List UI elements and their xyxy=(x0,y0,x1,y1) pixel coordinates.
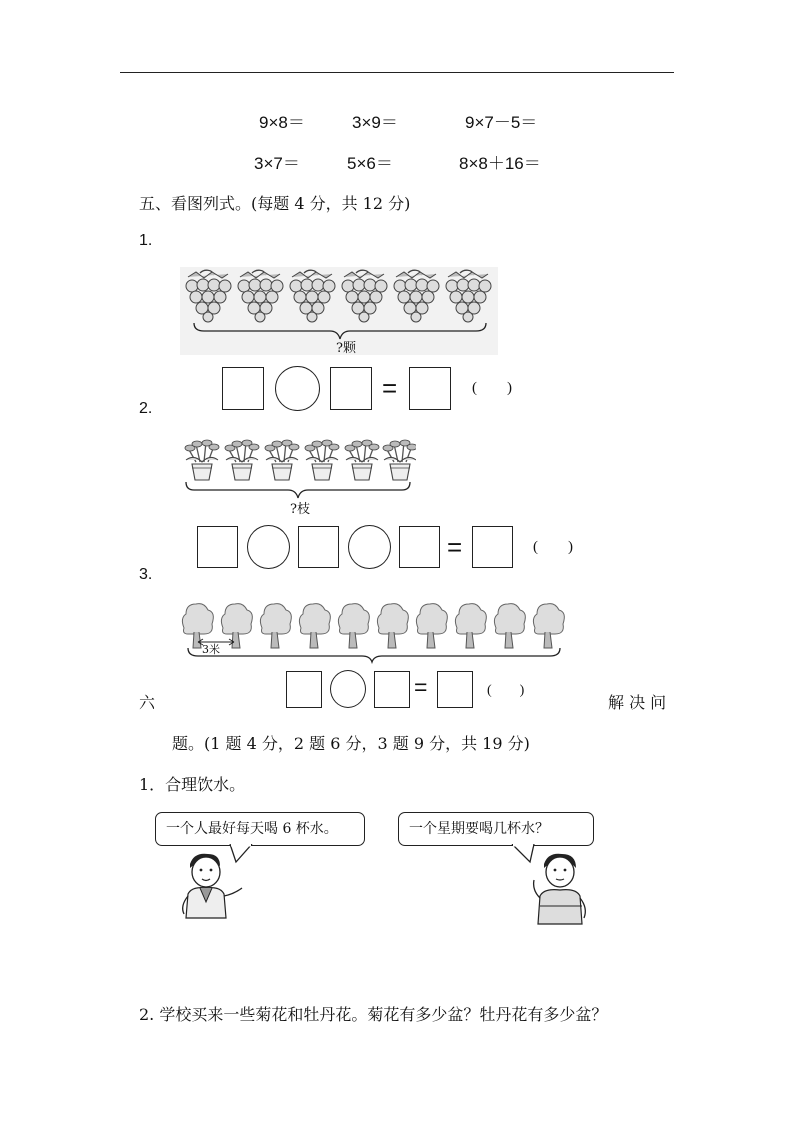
grape-cluster-icon xyxy=(186,270,231,322)
q3-number: 3. xyxy=(139,566,153,583)
operator-circle[interactable] xyxy=(275,366,320,411)
answer-box[interactable] xyxy=(286,671,322,708)
grape-cluster-icon xyxy=(290,270,335,322)
unit-paren[interactable]: ( ) xyxy=(533,539,573,555)
tree-icon xyxy=(221,604,252,648)
tree-icon xyxy=(416,604,447,648)
potted-flower-icon xyxy=(383,440,416,480)
potted-flower-icon xyxy=(225,440,259,480)
grapes-illustration xyxy=(180,267,498,355)
tree-icon xyxy=(533,604,564,648)
trees-svg xyxy=(176,598,568,664)
flowers-illustration xyxy=(180,438,416,518)
tree-icon xyxy=(455,604,486,648)
section6-heading-prefix: 六 xyxy=(139,693,156,712)
answer-box[interactable] xyxy=(409,367,451,410)
answer-box[interactable] xyxy=(472,526,513,568)
exercise-3x9: 3×9＝ xyxy=(352,113,398,132)
tree-icon xyxy=(377,604,408,648)
header-rule xyxy=(120,72,674,73)
equals-sign: = xyxy=(382,373,398,403)
section5-heading: 五、看图列式。(每题 4 分，共 12 分) xyxy=(139,194,411,213)
brace xyxy=(188,648,560,662)
unit-paren[interactable]: ( ) xyxy=(487,683,525,698)
exercise-9x8: 9×8＝ xyxy=(259,113,305,132)
operator-circle[interactable] xyxy=(247,525,290,569)
boy-character-icon xyxy=(170,850,246,920)
operator-circle[interactable] xyxy=(348,525,391,569)
potted-flower-icon xyxy=(185,440,219,480)
answer-box[interactable] xyxy=(399,526,440,568)
potted-flower-icon xyxy=(265,440,299,480)
s6-q2-title: 2. 学校买来一些菊花和牡丹花。菊花有多少盆？牡丹花有多少盆？ xyxy=(139,1005,608,1024)
tree-icon xyxy=(260,604,291,648)
unit-paren[interactable]: ( ) xyxy=(472,380,512,396)
potted-flower-icon xyxy=(345,440,379,480)
exercise-5x6: 5×6＝ xyxy=(347,154,393,173)
potted-flower-icon xyxy=(305,440,339,480)
answer-box[interactable] xyxy=(222,367,264,410)
answer-box[interactable] xyxy=(437,671,473,708)
equals-sign: = xyxy=(414,674,428,700)
s6-q1-title: 1．合理饮水。 xyxy=(139,775,246,794)
answer-box[interactable] xyxy=(374,671,410,708)
answer-box[interactable] xyxy=(298,526,339,568)
section6-heading-line2: 题。(1 题 4 分，2 题 6 分，3 题 9 分，共 19 分) xyxy=(172,734,530,753)
q1-brace-label: ?颗 xyxy=(336,341,356,356)
grape-cluster-icon xyxy=(446,270,491,322)
answer-box[interactable] xyxy=(197,526,238,568)
grape-cluster-icon xyxy=(342,270,387,322)
tree-icon xyxy=(299,604,330,648)
tree-icon xyxy=(338,604,369,648)
exercise-9x7-5: 9×7－5＝ xyxy=(465,113,538,132)
bubble-left-text: 一个人最好每天喝 6 杯水。 xyxy=(166,821,338,837)
q1-number: 1. xyxy=(139,232,153,249)
operator-circle[interactable] xyxy=(330,670,366,708)
tree-icon xyxy=(494,604,525,648)
grape-cluster-icon xyxy=(394,270,439,322)
exercise-8x8+16: 8×8＋16＝ xyxy=(459,154,541,173)
equals-sign: = xyxy=(447,532,463,562)
q2-brace-label: ?枝 xyxy=(290,502,310,517)
speech-bubble-right xyxy=(398,812,594,846)
grape-cluster-icon xyxy=(238,270,283,322)
brace xyxy=(186,482,410,498)
boy-character-icon xyxy=(526,850,596,926)
q2-number: 2. xyxy=(139,400,153,417)
answer-box[interactable] xyxy=(330,367,372,410)
trees-illustration xyxy=(176,598,568,664)
exercise-3x7: 3×7＝ xyxy=(254,154,300,173)
q3-distance-label: 3米 xyxy=(202,643,220,656)
bubble-right-text: 一个星期要喝几杯水？ xyxy=(409,821,549,837)
speech-bubble-left xyxy=(155,812,365,846)
section6-heading-suffix: 解 决 问 xyxy=(608,693,667,712)
